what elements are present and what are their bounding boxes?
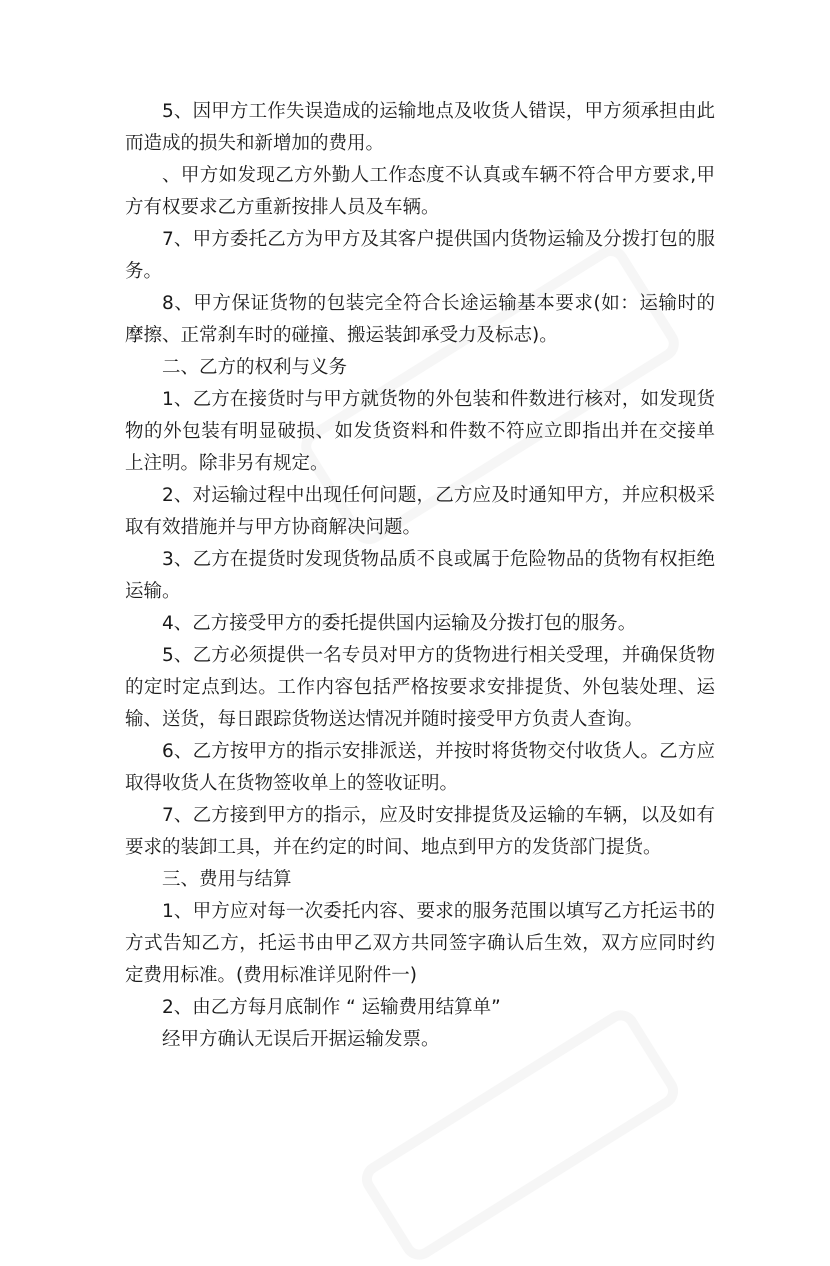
paragraph: 6、乙方按甲方的指示安排派送，并按时将货物交付收货人。乙方应取得收货人在货物签收单上的签收证明。	[125, 741, 715, 794]
section-heading: 二、乙方的权利与义务	[162, 357, 348, 378]
paragraph: 1、甲方应对每一次委托内容、要求的服务范围以填写乙方托运书的方式告知乙方，托运书由甲乙双方共同签字确认后生效，双方应同时约定费用标准。(费用标准详见附件一)	[125, 901, 715, 986]
paragraph: 7、乙方接到甲方的指示，应及时安排提货及运输的车辆，以及如有要求的装卸工具，并在约定的时间、地点到甲方的发货部门提货。	[125, 805, 715, 858]
paragraph: 、甲方如发现乙方外勤人工作态度不认真或车辆不符合甲方要求,甲方有权要求乙方重新按排人员及车辆。	[125, 165, 715, 218]
paragraph: 3、乙方在提货时发现货物品质不良或属于危险物品的货物有权拒绝运输。	[125, 549, 715, 602]
section-heading: 三、费用与结算	[162, 869, 292, 890]
paragraph: 4、乙方接受甲方的委托提供国内运输及分拨打包的服务。	[162, 613, 637, 634]
paragraph: 5、因甲方工作失误造成的运输地点及收货人错误，甲方须承担由此而造成的损失和新增加的费用。	[125, 101, 715, 154]
paragraph: 2、对运输过程中出现任何问题，乙方应及时通知甲方，并应积极采取有效措施并与甲方协商解决问题。	[125, 485, 715, 538]
paragraph: 经甲方确认无误后开据运输发票。	[162, 1029, 440, 1050]
paragraph: 1、乙方在接货时与甲方就货物的外包装和件数进行核对，如发现货物的外包装有明显破损、如发货资料和件数不符应立即指出并在交接单上注明。除非另有规定。	[125, 389, 715, 474]
document-body	[125, 96, 715, 1056]
paragraph: 8、甲方保证货物的包装完全符合长途运输基本要求(如：运输时的摩擦、正常刹车时的碰撞、搬运装卸承受力及标志)。	[125, 293, 715, 346]
paragraph: 7、甲方委托乙方为甲方及其客户提供国内货物运输及分拨打包的服务。	[125, 229, 715, 282]
paragraph: 5、乙方必须提供一名专员对甲方的货物进行相关受理，并确保货物的定时定点到达。工作内容包括严格按要求安排提货、外包装处理、运输、送货，每日跟踪货物送达情况并随时接受甲方负责人查询。	[125, 645, 715, 730]
paragraph: 2、由乙方每月底制作 “ 运输费用结算单”	[162, 997, 501, 1018]
